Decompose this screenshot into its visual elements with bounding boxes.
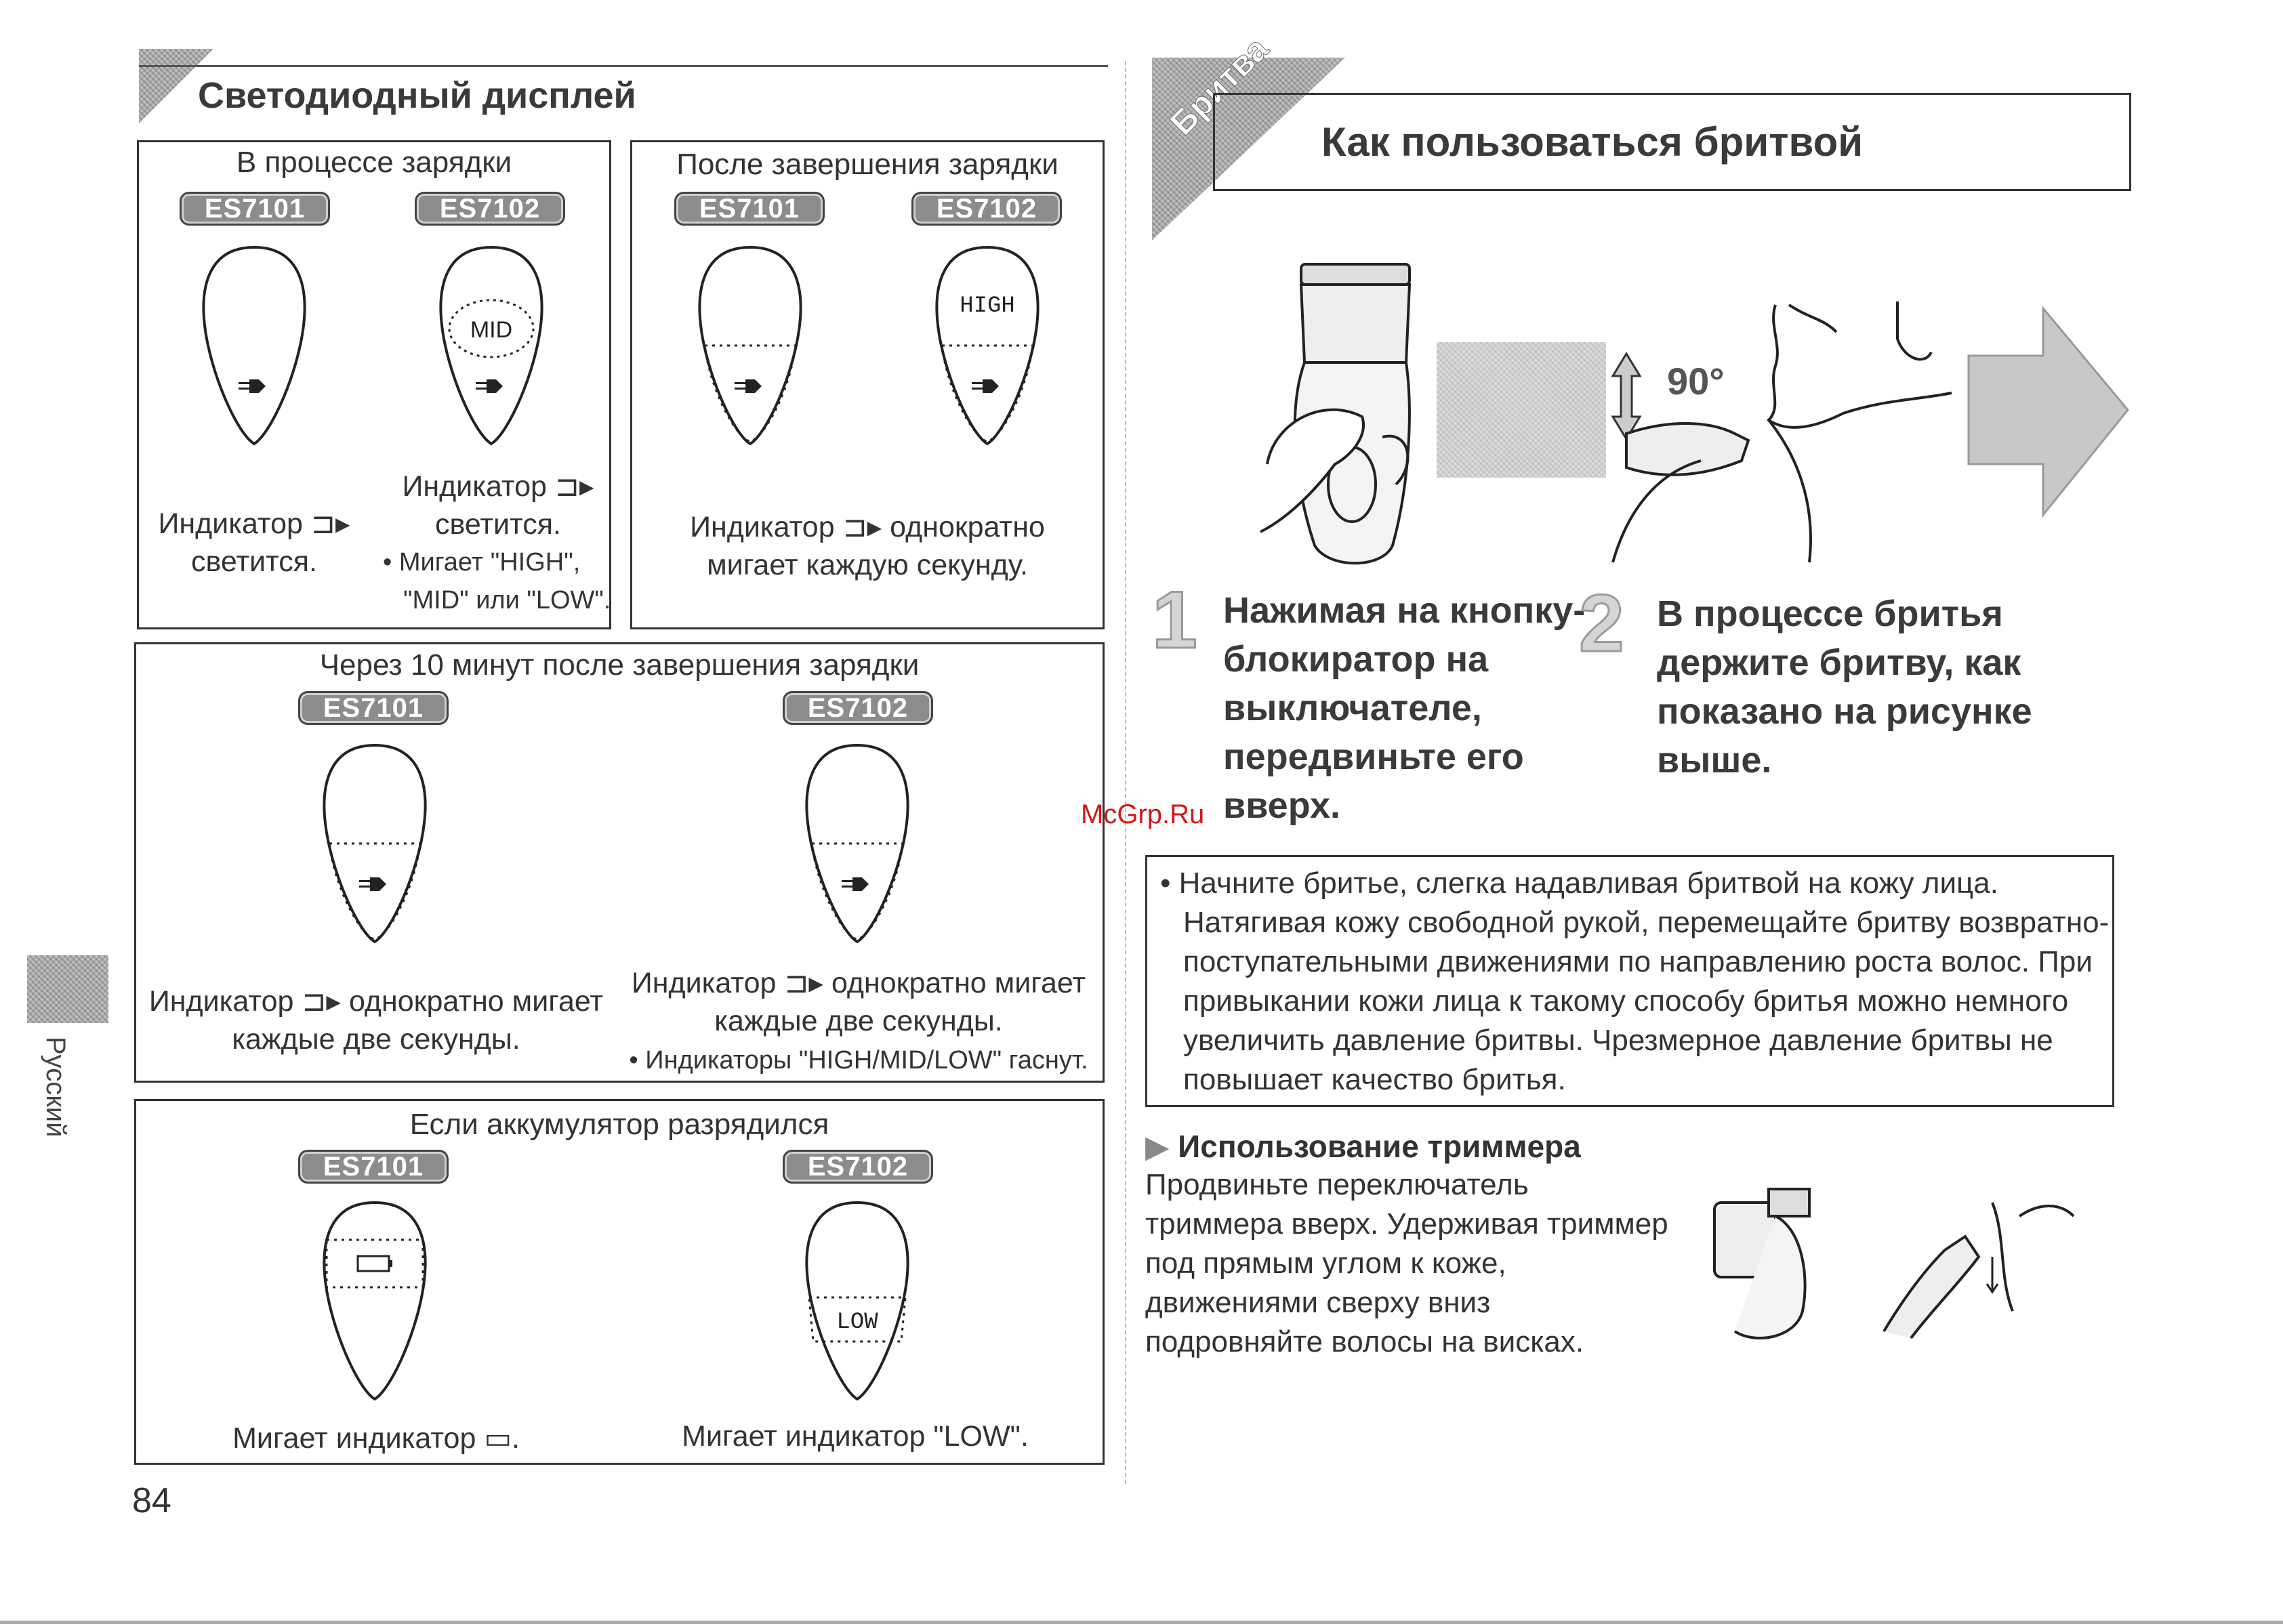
shaver-display-es7102-charging bbox=[434, 244, 549, 447]
battery-icon: ▭ bbox=[484, 1422, 512, 1455]
shaver-display-es7101-charging bbox=[197, 244, 312, 447]
model-badge-es7101: ES7101 bbox=[298, 1150, 449, 1184]
plug-icon: ⊐▸ bbox=[554, 470, 594, 503]
heading: Как пользоваться бритвой bbox=[1321, 119, 1864, 165]
model-badge-es7102: ES7102 bbox=[783, 691, 933, 725]
section-title: Светодиодный дисплей bbox=[198, 75, 636, 116]
high-label: HIGH bbox=[960, 293, 1015, 319]
plug-icon bbox=[476, 379, 503, 393]
triangle-bullet-icon: ▶ bbox=[1145, 1129, 1170, 1164]
battery-es7101-caption: Мигает индикатор ▭. bbox=[232, 1422, 520, 1455]
shaver-in-hand-illustration bbox=[1247, 261, 1450, 572]
after-charge-caption: Индикатор ⊐▸ однократно мигает каждую секунду. bbox=[690, 511, 1045, 581]
bottom-rule bbox=[0, 1621, 2283, 1624]
battery-icon bbox=[358, 1256, 392, 1271]
shaver-display-es7101-battery-empty bbox=[317, 1199, 432, 1402]
low-label: LOW bbox=[836, 1310, 878, 1335]
step-1-text: Нажимая на кнопку- блокиратор на выключателе, передвиньте его вверх. bbox=[1223, 590, 1586, 826]
plug-icon bbox=[842, 877, 869, 891]
section-title-rule bbox=[139, 65, 1108, 67]
mid-label: MID bbox=[470, 317, 513, 343]
tip-text: • Начните бритье, слегка надавливая бритвой на кожу лица. Натягивая кожу свободной рукой, перемещайте бритву возвратно- поступательными движениями по направлению роста волос. При привыкании кожи лица к такому способу бритья можно немного увеличить давление бритвы. Чрезмерное давление бритвы не повышает качество бритья. bbox=[1160, 867, 2110, 1096]
step-2-number: 2 bbox=[1579, 578, 1624, 669]
plug-icon: ⊐▸ bbox=[842, 511, 882, 543]
model-badge-es7102: ES7102 bbox=[911, 192, 1062, 226]
model-badge-es7102: ES7102 bbox=[783, 1150, 933, 1184]
shaver-display-es7101-after-charge bbox=[693, 244, 808, 447]
shaver-display-es7101-after-10min bbox=[317, 742, 432, 945]
trimmer-heading: ▶ Использование триммера bbox=[1145, 1129, 1581, 1164]
plug-icon: ⊐▸ bbox=[310, 507, 350, 540]
trimmer-illustration bbox=[1708, 1175, 2087, 1352]
plug-icon bbox=[972, 379, 999, 393]
right-arrow-icon bbox=[1969, 308, 2131, 518]
step-1-number: 1 bbox=[1152, 575, 1197, 665]
charging-title: В процессе зарядки bbox=[236, 146, 512, 179]
plug-icon bbox=[239, 379, 266, 393]
battery-empty-title: Если аккумулятор разрядился bbox=[409, 1108, 829, 1141]
step-2-text: В процессе бритья держите бритву, как показано на рисунке выше. bbox=[1657, 594, 2032, 780]
after-10min-es7102-caption: Индикатор ⊐▸ однократно мигает каждые две секунды. • Индикаторы "HIGH/MID/LOW" гаснут. bbox=[629, 967, 1088, 1075]
language-tab bbox=[27, 955, 108, 1023]
plug-icon: ⊐▸ bbox=[302, 985, 341, 1018]
corner-tab-label: Бритва bbox=[1162, 29, 1276, 143]
after-10min-title: Через 10 минут после завершения зарядки bbox=[319, 648, 920, 682]
page-number: 84 bbox=[132, 1481, 171, 1520]
model-badge-es7102: ES7102 bbox=[415, 192, 565, 226]
model-badge-es7101: ES7101 bbox=[180, 192, 330, 226]
angle-label: 90° bbox=[1667, 360, 1725, 402]
charging-es7101-caption: Индикатор ⊐▸ светится. bbox=[158, 507, 350, 578]
plug-icon bbox=[735, 379, 762, 393]
charging-es7102-caption: Индикатор ⊐▸ светится. • Мигает "HIGH", "MID" или "LOW". bbox=[383, 470, 611, 615]
plug-icon: ⊐▸ bbox=[784, 967, 823, 999]
after-charge-title: После завершения зарядки bbox=[676, 148, 1058, 181]
page-fold bbox=[1125, 61, 1126, 1484]
direction-band bbox=[1437, 342, 1606, 478]
watermark: McGrp.Ru bbox=[1081, 799, 1205, 829]
face-shaving-illustration bbox=[1613, 298, 1979, 569]
after-10min-es7101-caption: Индикатор ⊐▸ однократно мигает каждые две секунды. bbox=[148, 985, 604, 1056]
language-label: Русский bbox=[41, 1037, 70, 1138]
battery-empty-panel bbox=[134, 1099, 1105, 1465]
shaver-display-es7102-after-charge bbox=[930, 244, 1045, 447]
shaver-display-es7102-after-10min bbox=[800, 742, 915, 945]
battery-es7102-caption: Мигает индикатор "LOW". bbox=[682, 1420, 1029, 1453]
plug-icon bbox=[359, 877, 386, 891]
trimmer-text: Продвиньте переключатель триммера вверх. Удерживая триммер под прямым углом к коже, движениями сверху вниз подровняйте волосы на висках. bbox=[1145, 1168, 1668, 1358]
model-badge-es7101: ES7101 bbox=[674, 192, 825, 226]
model-badge-es7101: ES7101 bbox=[298, 691, 449, 725]
shaver-display-es7102-battery-empty bbox=[800, 1199, 915, 1402]
